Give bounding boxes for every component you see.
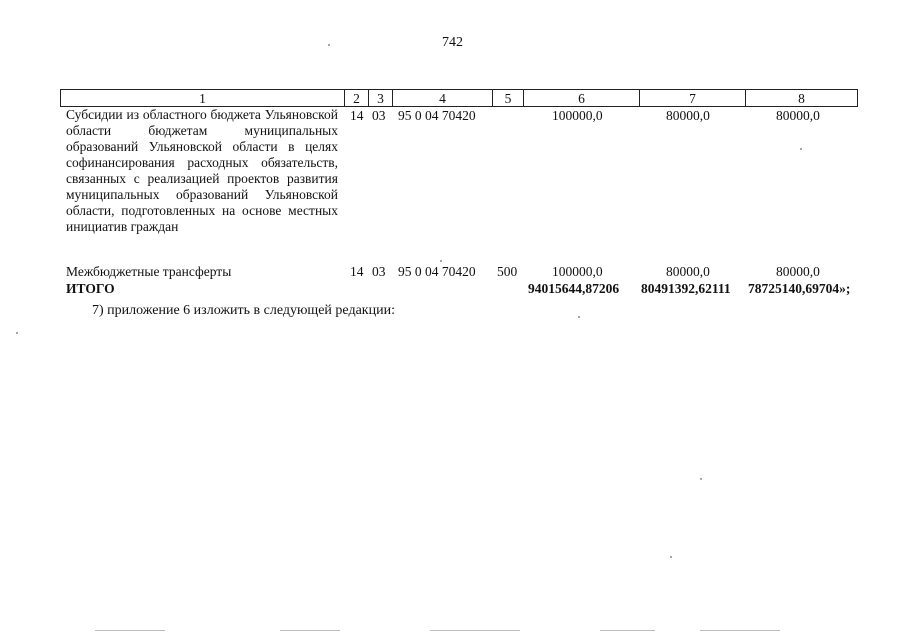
column-header-5: 5	[492, 89, 523, 107]
instruction-text: 7) приложение 6 изложить в следующей редакции:	[92, 303, 395, 318]
row-2-expense-type: 500	[497, 264, 518, 279]
row-2-amount-7: 80000,0	[666, 264, 710, 279]
column-header-7: 7	[639, 89, 745, 107]
total-amount-6: 94015644,87206	[528, 281, 620, 296]
row-1-amount-8: 80000,0	[776, 108, 820, 123]
column-header-3: 3	[368, 89, 392, 107]
row-1-amount-6: 100000,0	[552, 108, 603, 123]
row-2-target-code: 95 0 04 70420	[398, 264, 476, 279]
row-1-section: 14	[350, 108, 364, 123]
page-number: 742	[442, 35, 463, 50]
row-2-subsection: 03	[372, 264, 386, 279]
total-amount-8: 78725140,69704»;	[748, 281, 851, 296]
total-label: ИТОГО	[66, 281, 115, 296]
row-1-description: Субсидии из областного бюджета Ульяновской области бюджетам муниципальных образований Ульяновской области в целях софинансирования расходных обязательств, связанных с реализацией проектов развития муниципальных образований Ульяновской области, подготовленных на основе местных инициатив граждан	[66, 107, 338, 234]
row-2-section: 14	[350, 264, 364, 279]
column-header-2: 2	[344, 89, 368, 107]
column-header-4: 4	[392, 89, 492, 107]
row-2-description: Межбюджетные трансферты	[66, 264, 232, 279]
row-2-amount-6: 100000,0	[552, 264, 603, 279]
row-1-target-code: 95 0 04 70420	[398, 108, 476, 123]
column-header-6: 6	[523, 89, 639, 107]
column-header-8: 8	[745, 89, 858, 107]
row-1-subsection: 03	[372, 108, 386, 123]
total-amount-7: 80491392,62111	[641, 281, 731, 296]
column-header-1: 1	[60, 89, 344, 107]
row-1-amount-7: 80000,0	[666, 108, 710, 123]
row-2-amount-8: 80000,0	[776, 264, 820, 279]
